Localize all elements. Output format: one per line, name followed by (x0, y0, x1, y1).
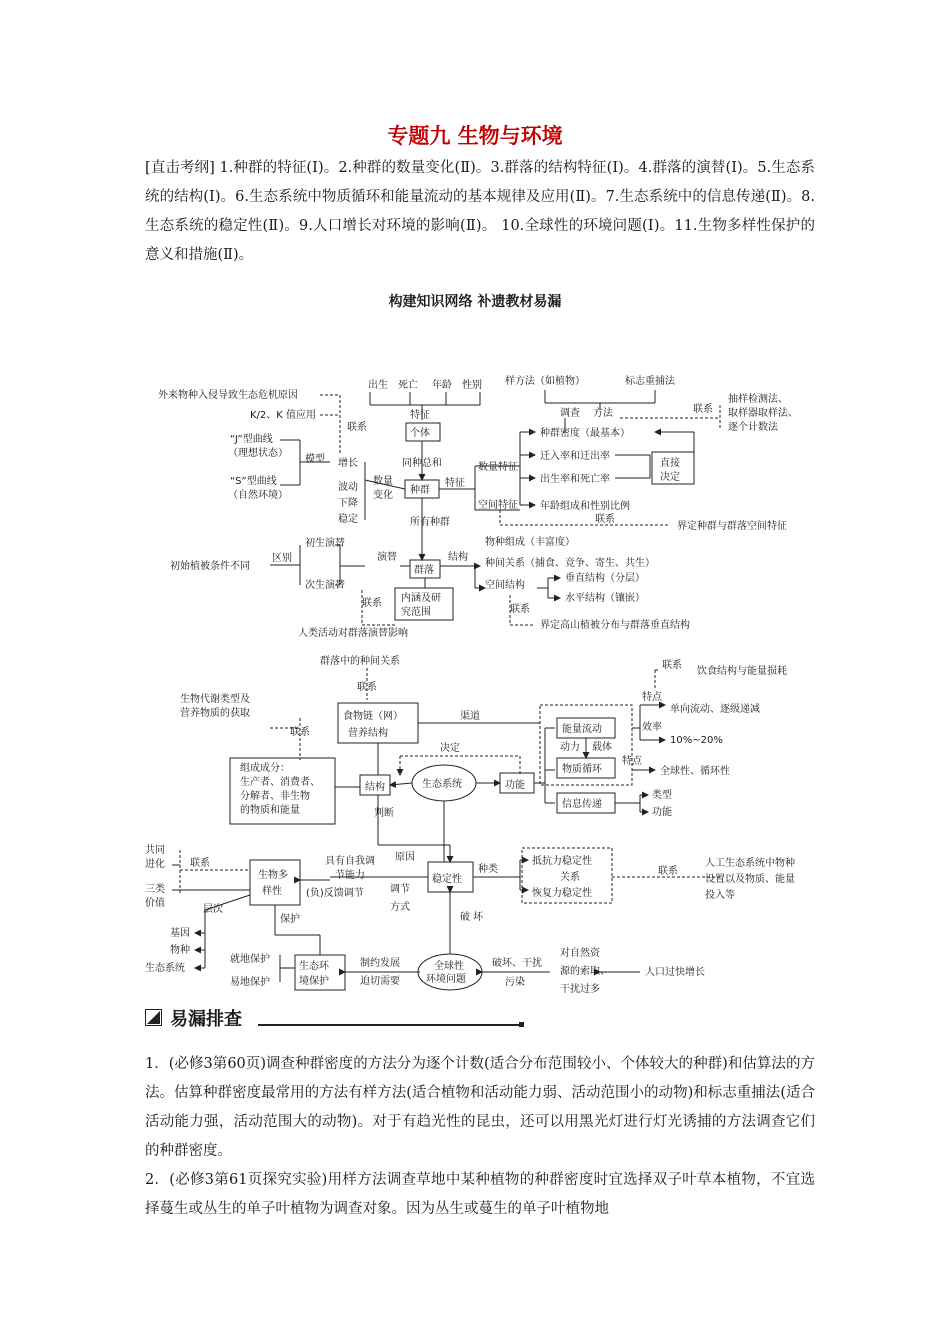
label: 逐个计数法 (728, 422, 778, 433)
label: 特征 (410, 410, 430, 421)
label: 营养物质的获取 (180, 708, 250, 719)
divider (258, 1024, 520, 1026)
label: 直接 (660, 458, 680, 469)
label: 人工生态系统中物种 (705, 858, 795, 869)
exam-outline: [直击考纲] 1.种群的特征(Ⅰ)。2.种群的数量变化(Ⅱ)。3.群落的结构特征(Ⅰ)。4.群落的演替(Ⅰ)。5.生态系统的结构(Ⅰ)。6.生态系统中物质循环和能量流动的基本规律及应用(Ⅱ)。7.生态系统中的信息传递(Ⅱ)。8.生态系统的稳定性(Ⅱ)。9.人口增长对环境的影响(Ⅱ)。 10.全球性的环境问题(Ⅰ)。11.生物多样性保护的意义和措施(Ⅱ)。 (145, 160, 815, 263)
paragraph: 2．(必修3第61页探究实验)用样方法调查草地中某种植物的种群密度时宜选择双子叶草本植物，不宜选择蔓生或丛生的单子叶植物为调查对象。因为丛生或蔓生的单子叶植物地 (145, 1172, 815, 1217)
node-stability: 稳定性 (432, 874, 462, 885)
label: 人类活动对群落演替影响 (298, 628, 408, 639)
label: 进化 (145, 859, 165, 870)
label: 营养结构 (348, 728, 388, 739)
label: 人口过快增长 (645, 967, 705, 978)
label: 层次 (203, 904, 223, 915)
node-info: 信息传递 (562, 799, 602, 810)
label: 演替 (377, 552, 397, 563)
label: 功能 (652, 807, 672, 818)
label: 设置以及物质、能量 (705, 874, 795, 885)
label: 界定种群与群落空间特征 (677, 521, 787, 532)
label: 决定 (440, 743, 460, 754)
label: 特征 (445, 478, 465, 489)
label: 联系 (510, 604, 530, 615)
label: 组成成分： (240, 763, 290, 774)
label: 生物代谢类型及 (180, 694, 250, 705)
label: （理想状态） (228, 448, 288, 459)
label: 抵抗力稳定性 (532, 856, 592, 867)
label: 稳定 (338, 514, 358, 525)
label: 联系 (595, 514, 615, 525)
label: 抽样检测法、 (728, 394, 788, 405)
label: 取样器取样法、 (728, 408, 798, 419)
node-energy-flow: 能量流动 (562, 724, 602, 735)
label: 三类 (145, 884, 165, 895)
label: 模型 (305, 454, 325, 465)
label: 垂直结构（分层） (565, 573, 645, 584)
population-community-diagram (158, 374, 798, 639)
label: 污染 (505, 977, 525, 988)
label: 保护 (280, 914, 300, 925)
label: 特点 (642, 692, 662, 703)
label: 类型 (652, 790, 672, 801)
label: “S”型曲线 (230, 476, 277, 487)
page-title: 专题九 生物与环境 (387, 124, 563, 148)
label: 数量特征 (478, 462, 518, 473)
label: 物种 (170, 945, 190, 956)
label: 区别 (272, 553, 292, 564)
label: 环境问题 (426, 974, 466, 985)
label: 节能力 (335, 870, 365, 881)
label: 全球性、循环性 (660, 766, 730, 777)
label: 就地保护 (230, 954, 270, 965)
label: 价值 (145, 898, 165, 909)
node-individual: 个体 (410, 428, 430, 439)
label: 生态系统 (145, 963, 185, 974)
label: 次生演替 (305, 580, 345, 591)
paragraph: 1．(必修3第60页)调查种群密度的方法分为逐个计数(适合分布范围较小、个体较大的种群)和估算法的方法。估算种群密度最常用的方法有样方法(适合植物和活动能力弱、活动范围小的动物)和标志重捕法(适合活动能力强，活动范围大的动物)。对于有趋光性的昆虫，还可以用黑光灯进行灯光诱捕的方法调查它们的种群密度。 (145, 1056, 815, 1159)
label: 结构 (448, 552, 468, 563)
label: 载体 (592, 742, 612, 753)
label: 调节 (390, 884, 410, 895)
label: 究范围 (401, 607, 431, 618)
label: 性别 (462, 380, 482, 391)
label: “J”型曲线 (230, 434, 273, 445)
node-community: 群落 (414, 565, 434, 576)
node-biodiversity: 生物多 (258, 870, 288, 881)
label: 方式 (390, 902, 410, 913)
label: 增长 (338, 458, 358, 469)
label: 方法 (593, 408, 613, 419)
label: 内涵及研 (401, 593, 441, 604)
label: 初生演替 (305, 538, 345, 549)
label: (负)反馈调节 (306, 888, 364, 899)
node-structure: 结构 (365, 782, 385, 793)
label: K/2、K 值应用 (250, 410, 317, 421)
label: 物种组成（丰富度） (485, 537, 575, 548)
label: 联系 (362, 598, 382, 609)
label: 干扰过多 (560, 984, 600, 995)
section-title: 易漏排查 (170, 1009, 242, 1030)
label: 种类 (478, 864, 498, 875)
node-function: 功能 (505, 780, 525, 791)
node-population: 种群 (410, 485, 430, 496)
node-protection: 生态环 (299, 961, 329, 972)
label: 制约发展 (360, 958, 400, 969)
body-content (145, 1050, 815, 1224)
label: 的物质和能量 (240, 805, 300, 816)
label: 初始植被条件不同 (170, 561, 250, 572)
label: 空间特征 (478, 500, 518, 511)
label: 关系 (560, 872, 580, 883)
label: 迁入率和迁出率 (540, 451, 610, 462)
label: 共同 (145, 845, 165, 856)
label: 年龄 (432, 380, 452, 391)
label: 变化 (373, 490, 393, 501)
label: 判断 (374, 808, 394, 819)
label: 出生率和死亡率 (540, 474, 610, 485)
label: 种群 (430, 517, 450, 528)
label: 所有 (410, 517, 430, 528)
label: 波动 (338, 482, 358, 493)
label: 破 坏 (460, 912, 484, 923)
label: 空间结构 (485, 580, 525, 591)
triangle-icon (145, 1009, 162, 1026)
node-ecosystem: 生态系统 (422, 779, 462, 790)
label: 投入等 (705, 890, 735, 901)
label: 联系 (290, 727, 310, 738)
label: 联系 (693, 404, 713, 415)
divider-dot (519, 1022, 524, 1027)
label: 境保护 (299, 976, 329, 987)
label: 源的索取、 (560, 966, 610, 977)
label: 易地保护 (230, 977, 270, 988)
section-header (145, 1004, 525, 1032)
label: 联系 (190, 858, 210, 869)
label: 下降 (338, 498, 358, 509)
label: 水平结构（镶嵌） (565, 593, 645, 604)
label: 数量 (373, 476, 393, 487)
label: 外来物种入侵导致生态危机原因 (158, 390, 298, 401)
label: 联系 (357, 682, 377, 693)
label: 破坏、干扰 (492, 958, 542, 969)
label: 出生 (368, 380, 388, 391)
node-matter-cycle: 物质循环 (562, 764, 602, 775)
label: 效率 (642, 722, 662, 733)
label: 联系 (658, 866, 678, 877)
label: 死亡 (398, 380, 418, 391)
label: 单向流动、逐级递减 (670, 704, 760, 715)
label: 联系 (347, 422, 367, 433)
label: 种间关系（捕食、竞争、寄生、共生） (485, 558, 655, 569)
label: 原因 (395, 852, 415, 863)
node-food-chain: 食物链（网） (343, 711, 403, 722)
label: 特点 (622, 756, 642, 767)
label: 生产者、消费者、 (240, 777, 320, 788)
label: 渠道 (460, 711, 480, 722)
label: 种群密度（最基本） (540, 428, 630, 439)
label: （自然环境） (228, 490, 288, 501)
label: 10%~20% (670, 735, 723, 746)
label: 具有自我调 (325, 856, 375, 867)
label: 群落中的种间关系 (320, 656, 400, 667)
label: 恢复力稳定性 (532, 888, 592, 899)
label: 迫切需要 (360, 976, 400, 987)
label: 分解者、非生物 (240, 791, 310, 802)
label: 样性 (262, 886, 282, 897)
label: 对自然资 (560, 948, 600, 959)
node-global-issue: 全球性 (434, 961, 464, 972)
label: 样方法（如植物） (505, 376, 585, 387)
label: 联系 (662, 660, 682, 671)
label: 年龄组成和性别比例 (540, 501, 630, 512)
label: 动力 (560, 742, 580, 753)
label: 标志重捕法 (625, 376, 675, 387)
label: 界定高山植被分布与群落垂直结构 (540, 620, 690, 631)
label: 饮食结构与能量损耗 (697, 666, 787, 677)
label: 同种总和 (402, 458, 442, 469)
section-subtitle: 构建知识网络 补遗教材易漏 (388, 294, 562, 310)
label: 基因 (170, 928, 190, 939)
label: 决定 (660, 472, 680, 483)
label: 调查 (560, 408, 580, 419)
